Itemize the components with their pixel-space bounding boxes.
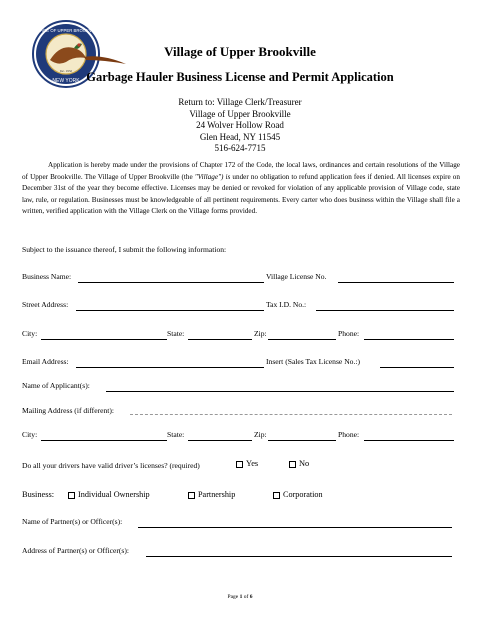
tax-id-label: Tax I.D. No.: [266, 300, 307, 309]
corporation-option[interactable]: Corporation [273, 490, 323, 499]
checkbox-icon[interactable] [188, 492, 195, 499]
city-field[interactable] [41, 339, 167, 340]
partnership-option[interactable]: Partnership [188, 490, 235, 499]
return-address-line: Glen Head, NY 11545 [199, 131, 281, 142]
seal-year-text: Inc. 1932 [59, 69, 73, 73]
village-license-label: Village License No. [266, 272, 327, 281]
zip-field[interactable] [268, 339, 336, 340]
village-license-field[interactable] [338, 282, 454, 283]
sales-tax-field[interactable] [380, 367, 454, 368]
partner-address-label: Address of Partner(s) or Officer(s): [22, 546, 129, 555]
seal-top-text: VILLAGE OF UPPER BROOKVILLE [31, 28, 101, 33]
mailing-phone-field[interactable] [364, 440, 454, 441]
street-address-label: Street Address: [22, 300, 69, 309]
business-name-field[interactable] [78, 282, 264, 283]
partner-address-field[interactable] [146, 556, 452, 557]
city-label: City: [22, 329, 38, 338]
individual-ownership-option[interactable]: Individual Ownership [68, 490, 150, 499]
checkbox-icon[interactable] [236, 461, 243, 468]
business-type-label: Business: [22, 490, 55, 499]
subject-line: Subject to the issuance thereof, I submit the following information: [22, 245, 227, 254]
seal-bottom-text: NEW YORK [52, 78, 80, 84]
mailing-state-label: State: [167, 430, 185, 439]
phone-field[interactable] [364, 339, 454, 340]
applicant-name-label: Name of Applicant(s): [22, 381, 90, 390]
street-address-field[interactable] [76, 310, 264, 311]
mailing-state-field[interactable] [188, 440, 252, 441]
mailing-phone-label: Phone: [338, 430, 360, 439]
drivers-license-question: Do all your drivers have valid driver’s licenses? (required) [22, 461, 200, 470]
tax-id-field[interactable] [316, 310, 454, 311]
page-footer: Page 1 of 6 [227, 594, 253, 600]
email-label: Email Address: [22, 357, 69, 366]
document-subtitle: Garbage Hauler Business License and Permit Application [86, 70, 394, 84]
intro-paragraph: Application is hereby made under the provisions of Chapter 172 of the Code, the local laws, ordinances and certain resolutions of the Village of Upper Brookville. The Village of Upper Brookville (the "Village") is under no obligation to refund application fees if denied. All licenses expire on December 31st of the year they become effective. Licenses may be denied or revoked for violation of any applicable provision of Village code, state law, rule, or regulation. Businesses must be knowledgeable of all pertinent requirements. Every carter who does business within the Village shall file a written, verified application with the Village Clerk on the Village forms provided. [22, 161, 460, 215]
drivers-yes-option[interactable]: Yes [236, 459, 258, 468]
drivers-no-option[interactable]: No [289, 459, 309, 468]
document-title: Village of Upper Brookville [164, 44, 316, 59]
partner-names-label: Name of Partner(s) or Officer(s): [22, 517, 123, 526]
mailing-city-field[interactable] [41, 440, 167, 441]
sales-tax-label: Insert (Sales Tax License No.:) [266, 357, 361, 366]
mailing-zip-field[interactable] [268, 440, 336, 441]
state-field[interactable] [188, 339, 252, 340]
return-address-line: Village of Upper Brookville [189, 108, 291, 119]
village-term: "Village") is [194, 172, 231, 181]
return-address-line: 24 Wolver Hollow Road [196, 120, 284, 131]
partner-names-field[interactable] [138, 527, 452, 528]
checkbox-icon[interactable] [289, 461, 296, 468]
applicant-name-field[interactable] [106, 391, 454, 392]
checkbox-icon[interactable] [273, 492, 280, 499]
return-to-line: Return to: Village Clerk/Treasurer [178, 97, 302, 107]
email-field[interactable] [76, 367, 264, 368]
mailing-address-label: Mailing Address (if different): [22, 406, 115, 415]
mailing-zip-label: Zip: [254, 430, 267, 439]
checkbox-icon[interactable] [68, 492, 75, 499]
return-phone-line: 516-624-7715 [214, 143, 266, 154]
mailing-city-label: City: [22, 430, 38, 439]
mailing-address-field[interactable] [130, 414, 452, 415]
phone-label: Phone: [338, 329, 360, 338]
zip-label: Zip: [254, 329, 267, 338]
business-name-label: Business Name: [22, 272, 72, 281]
state-label: State: [167, 329, 185, 338]
